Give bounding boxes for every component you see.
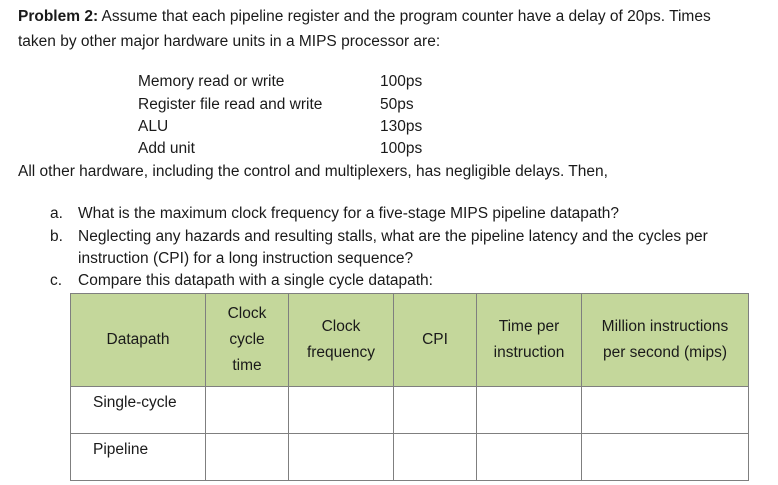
header-cpi: CPI: [394, 294, 477, 387]
table-cell: [394, 387, 477, 434]
header-clock-cycle-time: Clock cycle time: [206, 294, 289, 387]
table-cell: [477, 434, 582, 481]
intro-line-2: taken by other major hardware units in a MIPS processor are:: [18, 33, 441, 50]
header-clock-frequency: Clock frequency: [289, 294, 394, 387]
table-cell: [394, 434, 477, 481]
row-label-single-cycle: Single-cycle: [71, 387, 206, 434]
problem-label: Problem 2:: [18, 8, 99, 25]
table-cell: [206, 387, 289, 434]
intro-line-1: Problem 2: Assume that each pipeline register and the program counter have a delay of 20ps. Times: [18, 8, 711, 25]
comparison-table: [70, 293, 749, 481]
table-cell: [206, 434, 289, 481]
header-mips: Million instructions per second (mips): [582, 294, 749, 387]
table-cell: [289, 434, 394, 481]
header-datapath: Datapath: [71, 294, 206, 387]
header-time-per-instruction: Time per instruction: [477, 294, 582, 387]
table-cell: [582, 387, 749, 434]
table-cell: [582, 434, 749, 481]
table-cell: [477, 387, 582, 434]
table-row: [71, 387, 749, 434]
note-text: All other hardware, including the control and multiplexers, has negligible delays. Then,: [18, 163, 608, 180]
table-header-row: [71, 294, 749, 387]
table-row: [71, 434, 749, 481]
table-cell: [289, 387, 394, 434]
row-label-pipeline: Pipeline: [71, 434, 206, 481]
